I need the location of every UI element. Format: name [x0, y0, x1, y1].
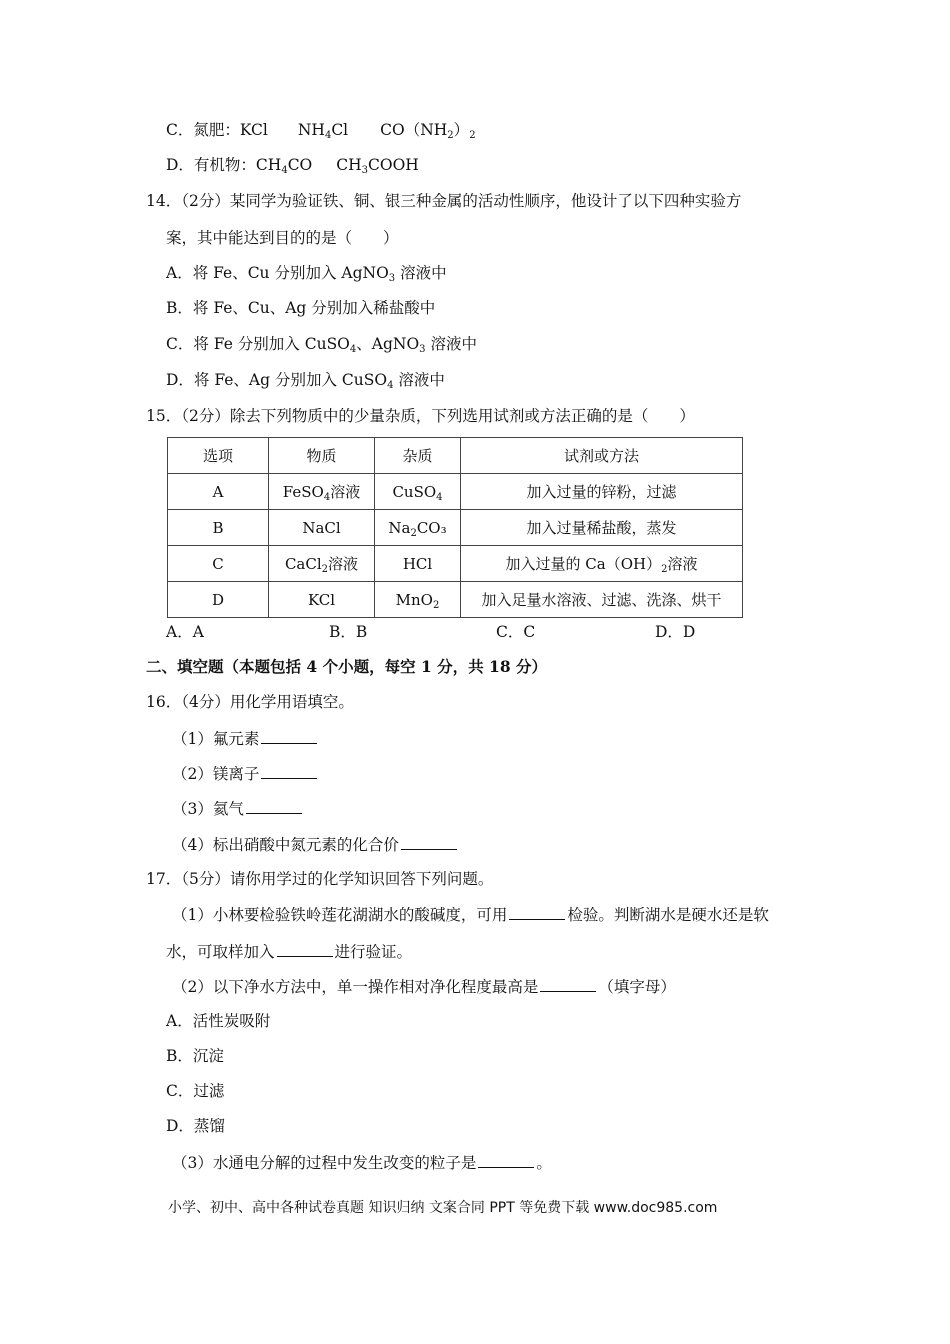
- table-cell: KCl: [269, 582, 375, 618]
- answer-blank[interactable]: [509, 904, 565, 920]
- table-header: 试剂或方法: [461, 438, 743, 474]
- q17-stem: 17．（5分）请你用学过的化学知识回答下列问题。: [146, 870, 494, 888]
- q17-part1-cont: 水，可取样加入 进行验证。: [166, 943, 413, 961]
- q15-answer-c: C．C: [496, 623, 536, 641]
- q15-table: [167, 437, 743, 618]
- table-row: [168, 510, 743, 546]
- table-cell: B: [168, 510, 269, 546]
- table-row: [168, 546, 743, 582]
- answer-blank[interactable]: [246, 798, 302, 814]
- q15-answer-b: B．B: [329, 623, 368, 641]
- table-cell: 加入过量稀盐酸，蒸发: [461, 510, 743, 546]
- table-cell: 加入足量水溶液、过滤、洗涤、烘干: [461, 582, 743, 618]
- q14-option-b: B．将 Fe、Cu、Ag 分别加入稀盐酸中: [166, 299, 436, 317]
- q17-option-a: A．活性炭吸附: [166, 1012, 271, 1030]
- table-cell: FeSO$_4$溶液: [269, 474, 375, 510]
- q15-answer-d: D．D: [655, 623, 696, 641]
- table-header: 选项: [168, 438, 269, 474]
- q16-item-2: （2）镁离子: [172, 763, 319, 784]
- q14-stem-cont: 案，其中能达到目的的是（ ）: [166, 229, 399, 247]
- q14-option-c: C．将 Fe 分别加入 CuSO$_4$、AgNO$_3$ 溶液中: [166, 335, 477, 355]
- table-cell: A: [168, 474, 269, 510]
- answer-blank[interactable]: [277, 941, 333, 957]
- table-header-row: [168, 438, 743, 474]
- q14-stem: 14．（2分）某同学为验证铁、铜、银三种金属的活动性顺序，他设计了以下四种实验方: [146, 192, 742, 210]
- q14-option-a: A．将 Fe、Cu 分别加入 AgNO$_3$ 溶液中: [166, 264, 447, 284]
- q17-option-d: D．蒸馏: [166, 1117, 225, 1135]
- answer-blank[interactable]: [401, 834, 457, 850]
- table-cell: HCl: [375, 546, 461, 582]
- q16-item-1: （1）氟元素: [172, 728, 319, 749]
- table-header: 物质: [269, 438, 375, 474]
- q17-option-c: C．过滤: [166, 1082, 225, 1100]
- table-cell: C: [168, 546, 269, 582]
- answer-blank[interactable]: [478, 1152, 534, 1168]
- q16-item-3: （3）氦气: [172, 798, 304, 819]
- table-cell: D: [168, 582, 269, 618]
- table-cell: MnO$_2$: [375, 582, 461, 618]
- q17-option-b: B．沉淀: [166, 1047, 224, 1065]
- table-row: [168, 582, 743, 618]
- footer-text: 小学、初中、高中各种试卷真题 知识归纳 文案合同 PPT 等免费下载 www.doc985.com: [168, 1200, 718, 1216]
- table-header: 杂质: [375, 438, 461, 474]
- table-cell: CaCl$_2$溶液: [269, 546, 375, 582]
- q13-option-d: D．有机物：$CH_4CO$ $CH_3COOH$: [166, 156, 419, 176]
- q15-stem: 15．（2分）除去下列物质中的少量杂质，下列选用试剂或方法正确的是（ ）: [146, 407, 695, 425]
- q16-stem: 16．（4分）用化学用语填空。: [146, 693, 354, 711]
- table-cell: 加入过量的 $Ca(OH)_2$溶液: [461, 546, 743, 582]
- q16-item-4: （4）标出硝酸中氮元素的化合价: [172, 834, 459, 855]
- q17-part2: （2）以下净水方法中，单一操作相对净化程度最高是 （填字母）: [172, 978, 676, 996]
- table-cell: $Na_2CO_3$: [375, 510, 461, 546]
- answer-blank[interactable]: [261, 728, 317, 744]
- answer-blank[interactable]: [540, 976, 596, 992]
- answer-blank[interactable]: [261, 763, 317, 779]
- q17-part1: （1）小林要检验铁岭莲花湖湖水的酸碱度，可用 检验。判断湖水是硬水还是软: [172, 906, 769, 924]
- table-row: [168, 474, 743, 510]
- q15-answer-a: A．A: [166, 623, 204, 641]
- table-cell: CuSO$_4$: [375, 474, 461, 510]
- q13-option-c: C．氮肥：KCl $NH_4Cl$ $CO(NH_2)_2$: [166, 121, 476, 141]
- table-cell: NaCl: [269, 510, 375, 546]
- table-cell: 加入过量的锌粉，过滤: [461, 474, 743, 510]
- section-heading: 二、填空题（本题包括 4 个小题，每空 1 分，共 18 分）: [146, 657, 548, 676]
- q17-part3: （3）水通电分解的过程中发生改变的粒子是 。: [172, 1154, 552, 1172]
- q14-option-d: D．将 Fe、Ag 分别加入 CuSO$_4$ 溶液中: [166, 371, 445, 391]
